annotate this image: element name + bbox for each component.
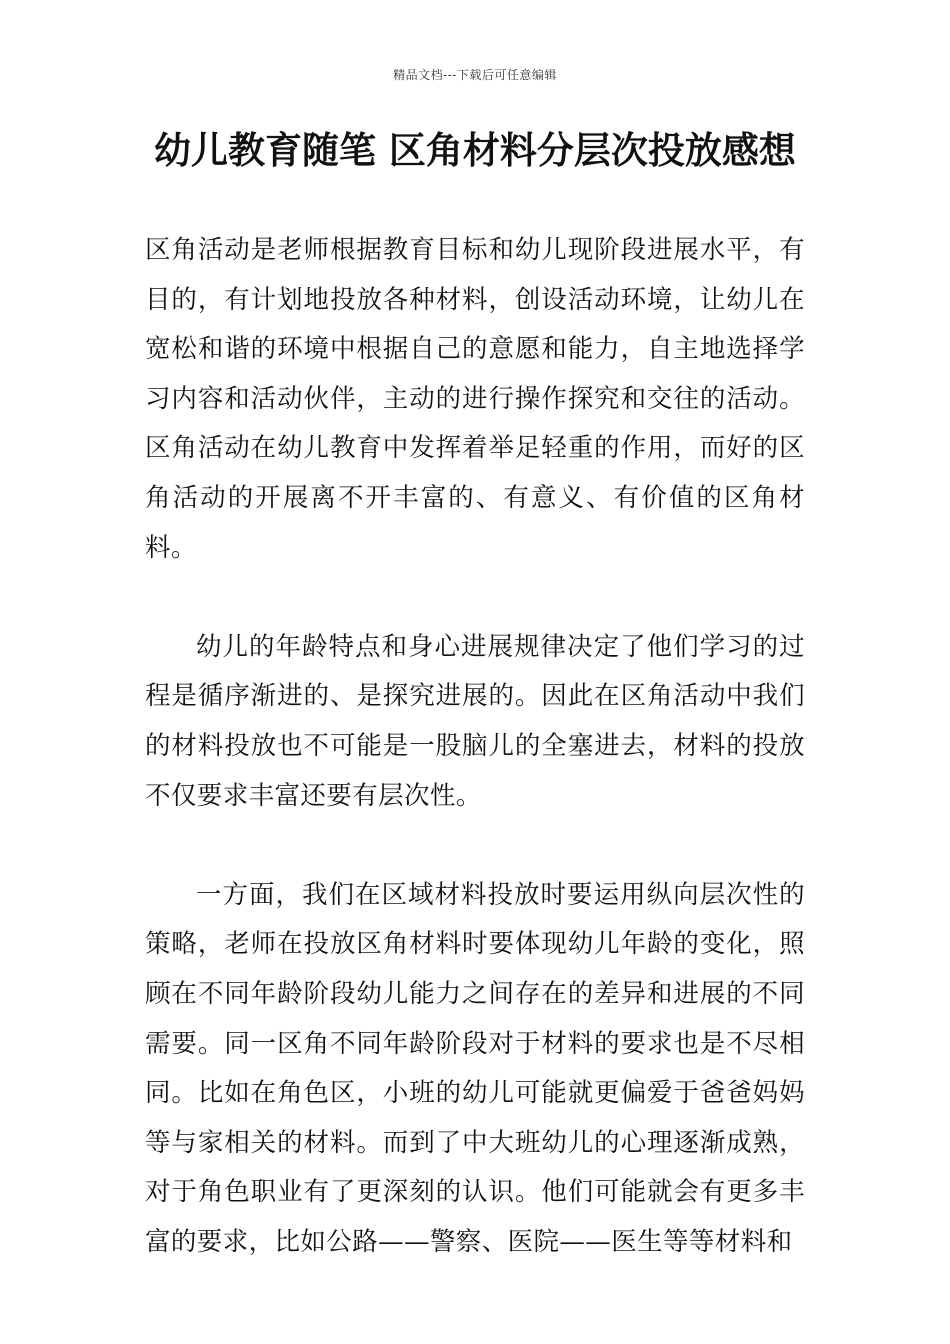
header-note: 精品文档---下载后可任意编辑 [393, 68, 557, 82]
paragraph-gap [145, 573, 805, 623]
document-body [145, 226, 805, 1267]
paragraph-gap [145, 821, 805, 871]
paragraph-3: 一方面，我们在区域材料投放时要运用纵向层次性的策略，老师在投放区角材料时要体现幼儿年龄的变化，照顾在不同年龄阶段幼儿能力之间存在的差异和进展的不同需要。同一区角不同年龄阶段对于材料的要求也是不尽相同。比如在角色区，小班的幼儿可能就更偏爱于爸爸妈妈等与家相关的材料。而到了中大班幼儿的心理逐渐成熟，对于角色职业有了更深刻的认识。他们可能就会有更多丰富的要求，比如公路——警察、医院——医生等等材料和 [145, 879, 805, 1257]
document-title: 幼儿教育随笔 区角材料分层次投放感想 [154, 128, 796, 172]
paragraph-1: 区角活动是老师根据教育目标和幼儿现阶段进展水平，有目的，有计划地投放各种材料，创设活动环境，让幼儿在宽松和谐的环境中根据自己的意愿和能力，自主地选择学习内容和活动伙伴，主动的进行操作探究和交往的活动。区角活动在幼儿教育中发挥着举足轻重的作用，而好的区角活动的开展离不开丰富的、有意义、有价值的区角材料。 [145, 235, 805, 563]
paragraph-2: 幼儿的年龄特点和身心进展规律决定了他们学习的过程是循序渐进的、是探究进展的。因此在区角活动中我们的材料投放也不可能是一股脑儿的全塞进去，材料的投放不仅要求丰富还要有层次性。 [145, 631, 805, 811]
